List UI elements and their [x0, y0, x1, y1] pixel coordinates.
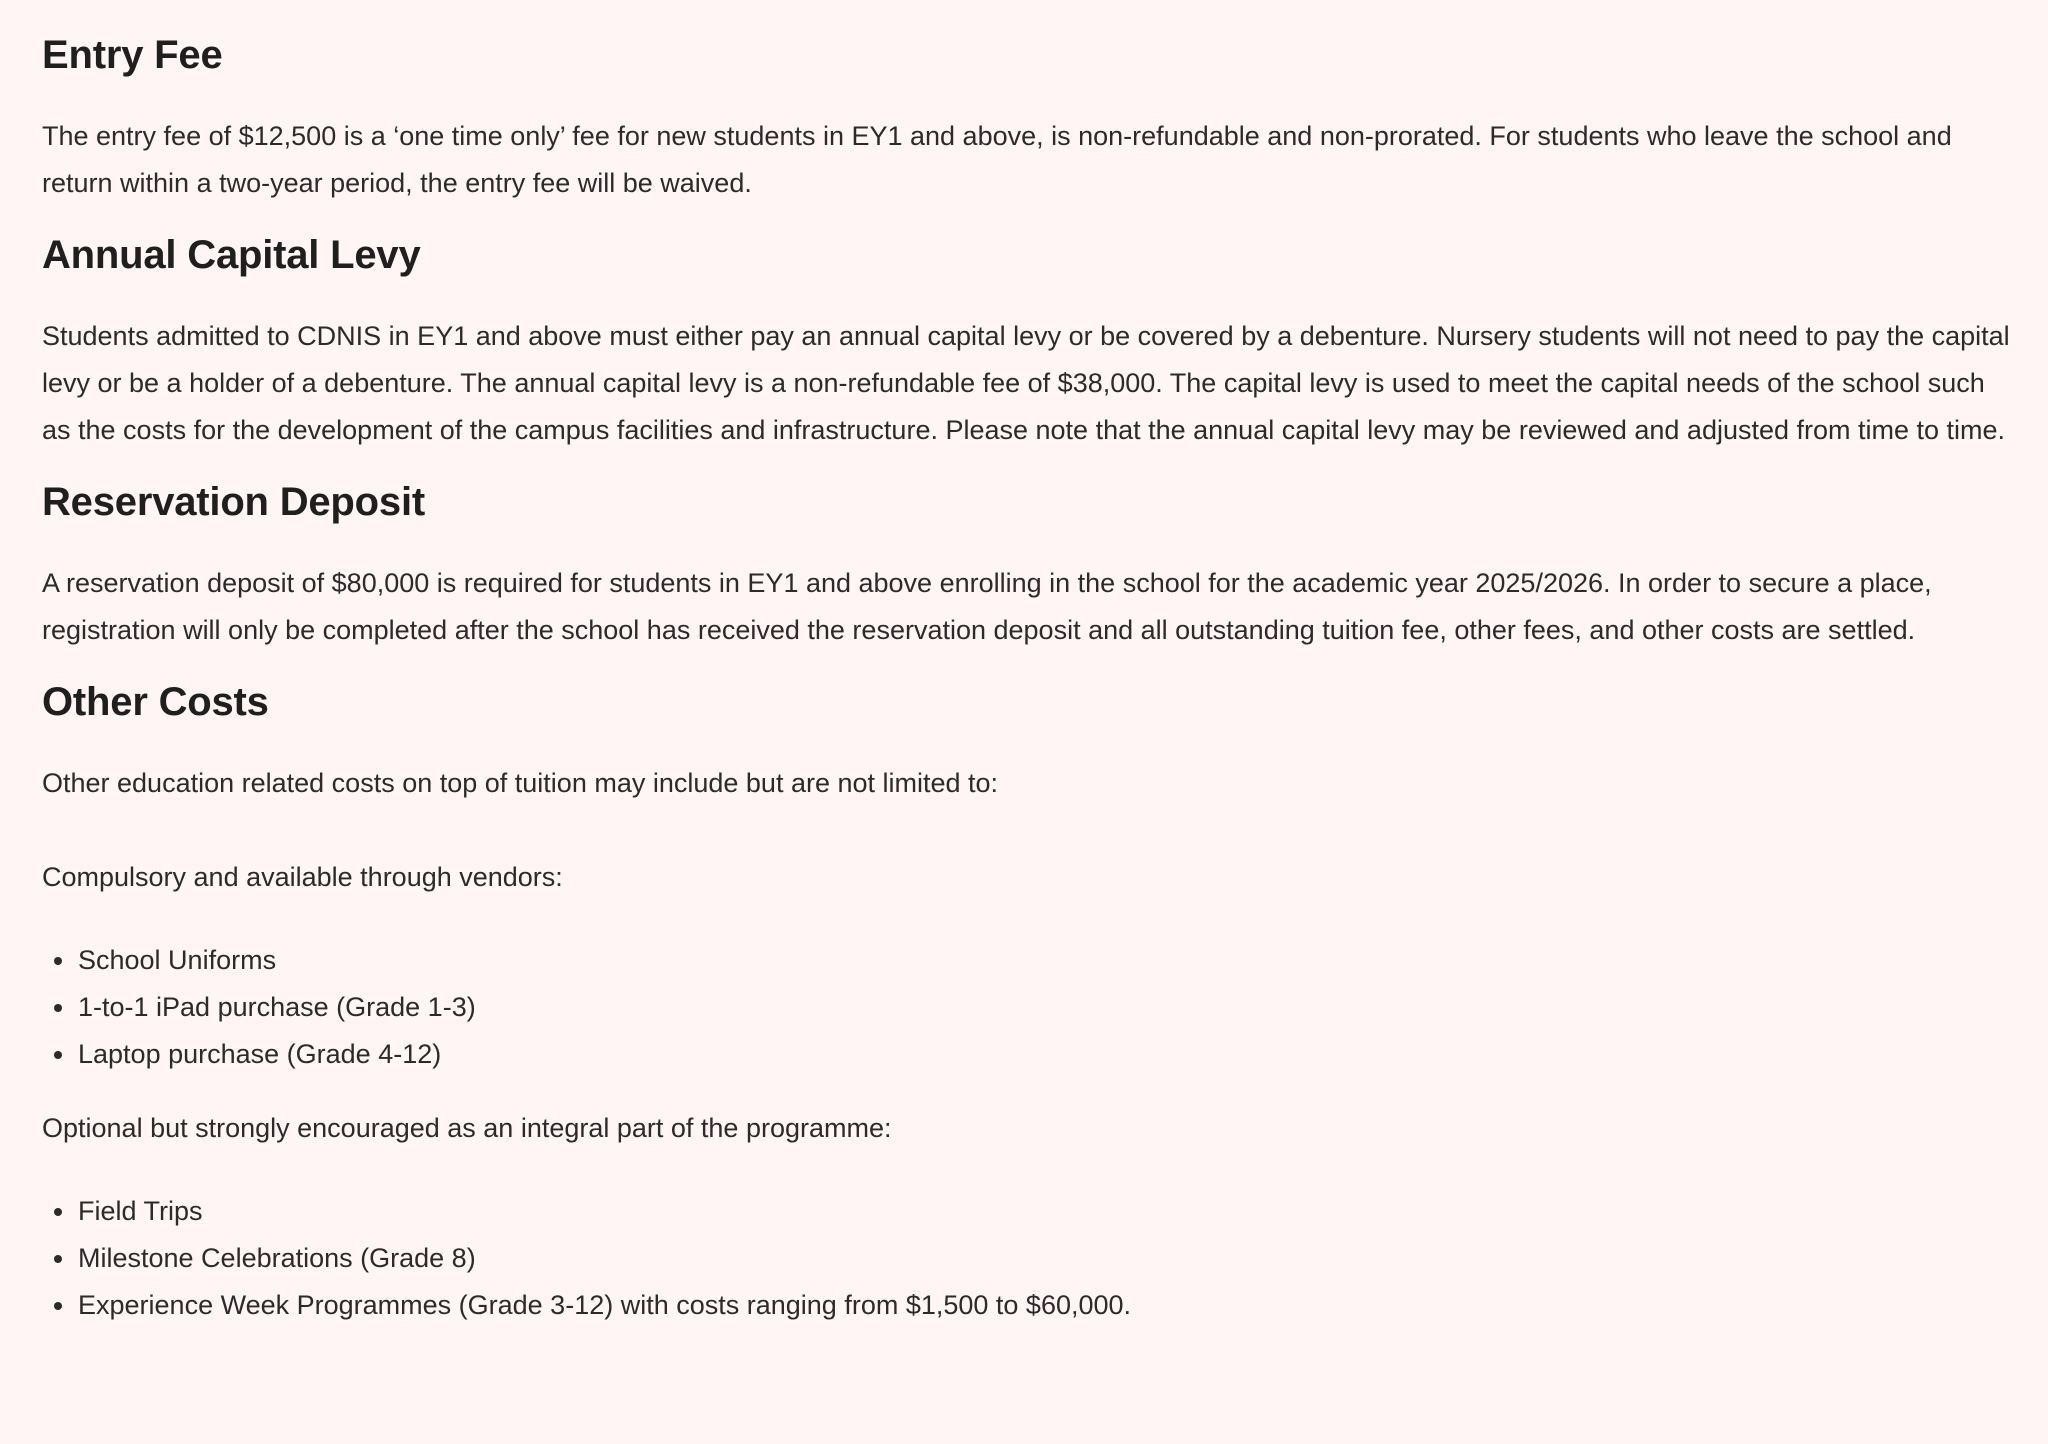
reservation-deposit-text: A reservation deposit of $80,000 is required for students in EY1 and above enrolling in the school for the academic year 2025/2026. In order to secure a place, registration will only be completed after the school has received the reservation deposit and all outstanding tuition fee, other fees, and other costs are settled.	[42, 568, 1932, 645]
compulsory-label: Compulsory and available through vendors:	[42, 862, 563, 892]
list-item	[42, 937, 2012, 984]
list-item	[42, 1282, 2012, 1329]
bullet-icon	[54, 1208, 62, 1216]
list-item-text: School Uniforms	[78, 945, 277, 975]
bullet-icon	[54, 957, 62, 965]
other-costs-heading: Other Costs	[42, 680, 269, 724]
list-item-text: 1-to-1 iPad purchase (Grade 1-3)	[78, 992, 476, 1022]
bullet-icon	[54, 1051, 62, 1059]
list-item	[42, 1235, 2012, 1282]
capital-levy-text: Students admitted to CDNIS in EY1 and above must either pay an annual capital levy or be covered by a debenture. Nursery students will not need to pay the capital levy or be a holder of a debenture. The annual capital levy is a non-refundable fee of $38,000. The capital levy is used to meet the capital needs of the school such as the costs for the development of the campus facilities and infrastructure. Please note that the annual capital levy may be reviewed and adjusted from time to time.	[42, 321, 2010, 445]
bullet-icon	[54, 1004, 62, 1012]
other-costs-intro: Other education related costs on top of tuition may include but are not limited to:	[42, 768, 999, 798]
bullet-icon	[54, 1302, 62, 1310]
optional-list	[42, 1188, 2012, 1329]
list-item-text: Experience Week Programmes (Grade 3-12) with costs ranging from $1,500 to $60,000.	[78, 1290, 1132, 1320]
capital-levy-heading: Annual Capital Levy	[42, 233, 421, 277]
optional-label: Optional but strongly encouraged as an integral part of the programme:	[42, 1113, 892, 1143]
bullet-icon	[54, 1255, 62, 1263]
reservation-deposit-heading: Reservation Deposit	[42, 480, 425, 524]
compulsory-list	[42, 937, 2012, 1078]
list-item	[42, 1188, 2012, 1235]
list-item	[42, 984, 2012, 1031]
list-item-text: Laptop purchase (Grade 4-12)	[78, 1039, 442, 1069]
entry-fee-text: The entry fee of $12,500 is a ‘one time only’ fee for new students in EY1 and above, is non-refundable and non-prorated. For students who leave the school and return within a two-year period, the entry fee will be waived.	[42, 121, 1952, 198]
list-item	[42, 1031, 2012, 1078]
list-item-text: Field Trips	[78, 1196, 203, 1226]
fees-content	[42, 0, 2012, 1329]
list-item-text: Milestone Celebrations (Grade 8)	[78, 1243, 476, 1273]
entry-fee-heading: Entry Fee	[42, 33, 223, 77]
